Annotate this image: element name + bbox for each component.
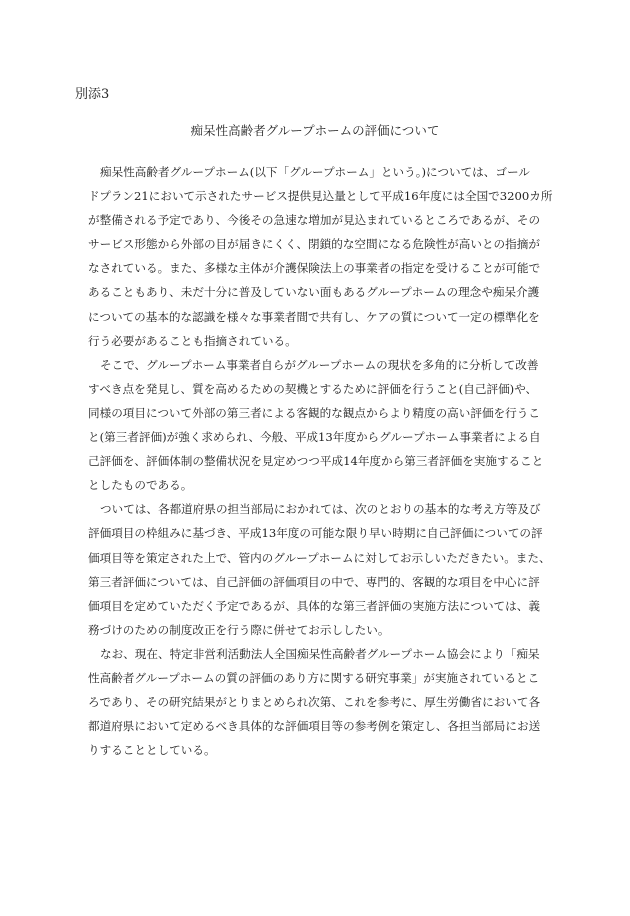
- paragraph: [88, 160, 558, 353]
- paragraph-line: すべき点を発見し、質を高めるための契機とするために評価を行うこと(自己評価)や、: [88, 381, 538, 396]
- paragraph-line: りすることとしている。: [88, 743, 216, 758]
- paragraph-line: ろであり、その研究結果がとりまとめられ次第、これを参考に、厚生労働省において各: [88, 695, 541, 710]
- paragraph-line: 性高齢者グループホームの質の評価のあり方に関する研究事業」が実施されているとこ: [88, 670, 540, 685]
- paragraph-line: 都道府県において定めるべき具体的な評価項目等の参考例を策定し、各担当部局にお送: [88, 719, 541, 734]
- paragraph-line: と(第三者評価)が強く求められ、今般、平成13年度からグループホーム事業者による自: [88, 430, 541, 445]
- paragraph: [88, 353, 558, 498]
- paragraph-line: 務づけのための制度改正を行う際に併せてお示ししたい。: [88, 622, 390, 637]
- annex-label: 別添3: [75, 87, 110, 102]
- paragraph-line: 行う必要があることも指摘されている。: [88, 333, 297, 348]
- paragraph-line: あることもあり、未だ十分に普及していない面もあるグループホームの理念や痴呆介護: [88, 285, 540, 300]
- paragraph-line: としたものである。: [88, 478, 193, 493]
- paragraph-line: ついては、各都道府県の担当部局におかれては、次のとおりの基本的な考え方等及び: [100, 502, 541, 517]
- document-title: 痴呆性高齢者グループホームの評価について: [190, 123, 440, 138]
- document-body: [88, 160, 558, 762]
- paragraph-line: 価項目等を策定された上で、管内のグループホームに対してお示しいただきたい。また、: [88, 550, 551, 565]
- paragraph-line: ドプラン21において示されたサービス提供見込量として平成16年度には全国で3200カ所: [88, 189, 553, 204]
- paragraph-line: 痴呆性高齢者グループホーム(以下「グループホーム」という。)については、ゴール: [100, 165, 530, 179]
- paragraph-line: 第三者評価については、自己評価の評価項目の中で、専門的、客観的な項目を中心に評: [88, 574, 540, 589]
- paragraph-line: なお、現在、特定非営利活動法人全国痴呆性高齢者グループホーム協会により「痴呆: [100, 646, 540, 661]
- paragraph-line: なされている。また、多様な主体が介護保険法上の事業者の指定を受けることが可能で: [88, 261, 541, 276]
- paragraph-line: 価項目を定めていただく予定であるが、具体的な第三者評価の実施方法については、義: [88, 598, 540, 613]
- paragraph-line: 同様の項目について外部の第三者による客観的な観点からより精度の高い評価を行うこ: [88, 405, 540, 420]
- paragraph: [88, 497, 558, 642]
- paragraph-line: そこで、グループホーム事業者自らがグループホームの現状を多角的に分析して改善: [100, 357, 539, 372]
- paragraph-line: 評価項目の枠組みに基づき、平成13年度の可能な限り早い時期に自己評価についての評: [88, 526, 543, 541]
- paragraph: [88, 642, 558, 762]
- paragraph-line: サービス形態から外部の目が届きにくく、閉鎖的な空間になる危険性が高いとの指摘が: [88, 237, 540, 252]
- paragraph-line: が整備される予定であり、今後その急速な増加が見込まれているところであるが、その: [88, 213, 541, 228]
- paragraph-line: についての基本的な認識を様々な事業者間で共有し、ケアの質について一定の標準化を: [88, 309, 540, 324]
- paragraph-line: 己評価を、評価体制の整備状況を見定めつつ平成14年度から第三者評価を実施すること: [88, 454, 544, 469]
